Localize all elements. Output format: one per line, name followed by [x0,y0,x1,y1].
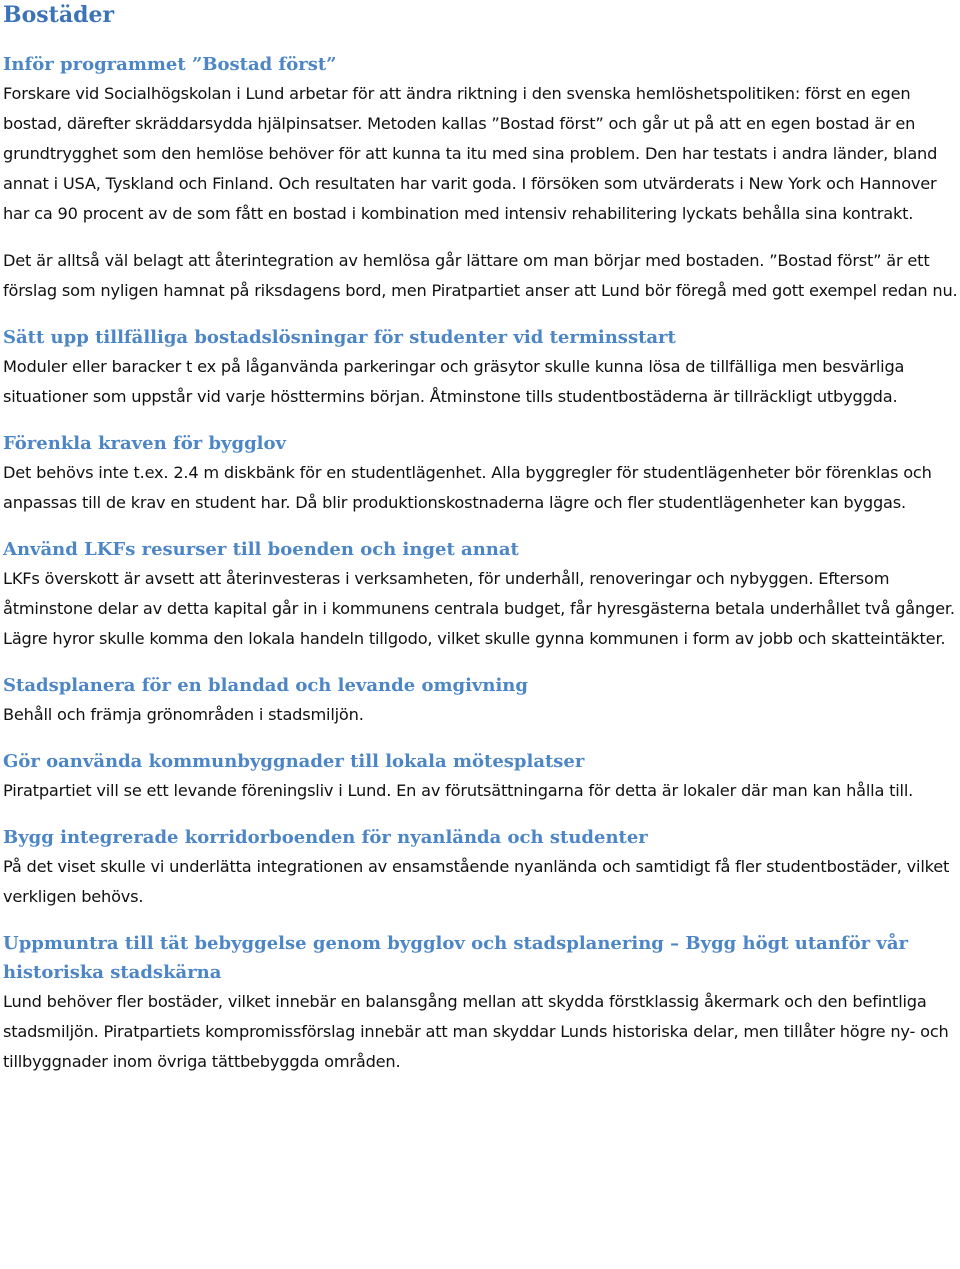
section-paragraph: Piratpartiet vill se ett levande föreningsliv i Lund. En av förutsättningarna för detta är lokaler där man kan hålla till. [3,781,914,800]
section-paragraph: Moduler eller baracker t ex på låganvända parkeringar och gräsytor skulle kunna lösa de tillfälliga men besvärliga situationer som uppstår vid varje hösttermins början. Åtminstone tills studentbostäderna är tillräckligt utbyggda. [3,357,905,406]
section-stadsplanera [3,671,958,730]
section-korridorboenden [3,823,958,912]
section-heading: Använd LKFs resurser till boenden och inget annat [3,539,519,560]
document-page [3,0,958,1077]
section-lkf-resurser [3,535,958,654]
section-heading: Sätt upp tillfälliga bostadslösningar för studenter vid terminsstart [3,327,676,348]
document-title: Bostäder [3,2,115,28]
section-paragraph: Det behövs inte t.ex. 2.4 m diskbänk för en studentlägenhet. Alla byggregler för studentlägenheter bör förenklas och anpassas till de krav en student har. Då blir produktionskostnaderna lägre och fler studentlägenheter kan byggas. [3,463,932,512]
section-forenkla-bygglov [3,429,958,518]
section-bostad-forst [3,50,958,306]
section-paragraph: På det viset skulle vi underlätta integrationen av ensamstående nyanlända och samtidigt få fler studentbostäder, vilket verkligen behövs. [3,857,950,906]
section-paragraph: Forskare vid Socialhögskolan i Lund arbetar för att ändra riktning i den svenska hemlöshetspolitiken: först en egen bostad, därefter skräddarsydda hjälpinsatser. Metoden kallas ”Bostad först” och går ut på att en egen bostad är en grundtrygghet som den hemlöse behöver för att kunna ta itu med sina problem. Den har testats i andra länder, bland annat i USA, Tyskland och Finland. Och resultaten har varit goda. I försöken som utvärderats i New York och Hannover har ca 90 procent av de som fått en bostad i kombination med intensiv rehabilitering lyckats behålla sina kontrakt. [3,84,938,223]
section-heading: Förenkla kraven för bygglov [3,433,286,454]
section-paragraph: Behåll och främja grönområden i stadsmiljön. [3,705,364,724]
section-paragraph: Lund behöver fler bostäder, vilket innebär en balansgång mellan att skydda förstklassig åkermark och den befintliga stadsmiljön. Piratpartiets kompromissförslag innebär att man skyddar Lunds historiska delar, men tillåter högre ny- och tillbyggnader inom övriga tättbebyggda områden. [3,992,949,1071]
section-heading: Gör oanvända kommunbyggnader till lokala mötesplatser [3,751,585,772]
section-heading: Uppmuntra till tät bebyggelse genom bygglov och stadsplanering – Bygg högt utanför vår historiska stadskärna [3,933,909,983]
section-paragraph: LKFs överskott är avsett att återinvesteras i verksamheten, för underhåll, renoveringar och nybyggen. Eftersom åtminstone delar av detta kapital går in i kommunens centrala budget, får hyresgästerna betala underhållet två gånger. Lägre hyror skulle komma den lokala handeln tillgodo, vilket skulle gynna kommunen i form av jobb och skatteintäkter. [3,569,955,648]
section-tillfalliga-bostader [3,323,958,412]
section-heading: Stadsplanera för en blandad och levande omgivning [3,675,528,696]
section-paragraph: Det är alltså väl belagt att återintegration av hemlösa går lättare om man börjar med bostaden. ”Bostad först” är ett förslag som nyligen hamnat på riksdagens bord, men Piratpartiet anser att Lund bör föregå med gott exempel redan nu. [3,251,958,300]
section-motesplatser [3,747,958,806]
section-heading: Inför programmet ”Bostad först” [3,54,337,75]
section-heading: Bygg integrerade korridorboenden för nyanlända och studenter [3,827,648,848]
section-tat-bebyggelse [3,929,958,1077]
